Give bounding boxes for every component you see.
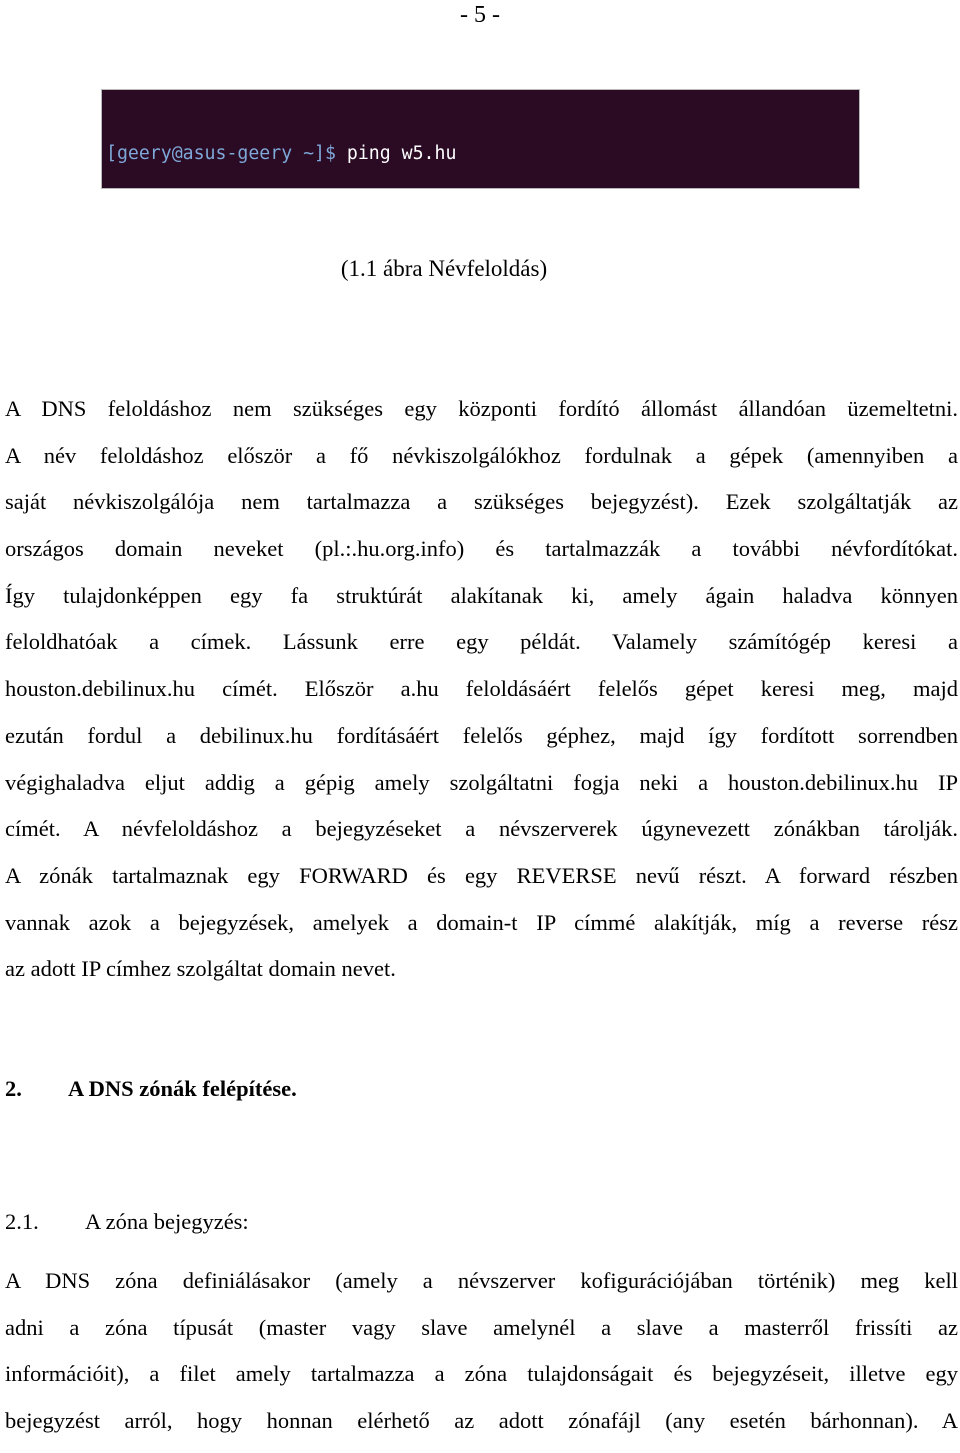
figure-caption: (1.1 ábra Névfeloldás) bbox=[340, 256, 548, 281]
paragraph-line: bejegyzést arról, hogy honnan elérhető az adott zónafájl (any esetén bárhonnan). A bbox=[5, 1408, 958, 1434]
section-heading bbox=[5, 1074, 297, 1104]
terminal-output-line: 64 bytes from w5.hu (94.125.248.21): icmp_req=2 ttl=56 time=12.6 ms bbox=[106, 359, 840, 380]
body-paragraph-2 bbox=[5, 1266, 958, 1453]
paragraph-line: adni a zóna típusát (master vagy slave amelynél a slave a masterről frissíti az bbox=[5, 1314, 958, 1340]
paragraph-line: A zónák tartalmaznak egy FORWARD és egy REVERSE nevű részt. A forward részben bbox=[5, 862, 958, 888]
paragraph-line: információit), a filet amely tartalmazza a zóna tulajdonságait és bejegyzéseit, illetve egy bbox=[5, 1361, 958, 1387]
subsection-title: A zóna bejegyzés: bbox=[85, 1209, 249, 1234]
paragraph-line: houston.debilinux.hu címét. Először a.hu feloldásáért felelős gépet keresi meg, majd bbox=[5, 676, 958, 702]
body-paragraph-1 bbox=[5, 394, 958, 1001]
subsection-number: 2.1. bbox=[5, 1209, 39, 1234]
terminal-command: ping w5.hu bbox=[335, 143, 457, 164]
paragraph-line: saját névkiszolgálója nem tartalmazza a szükséges bejegyzést). Ezek szolgáltatják az bbox=[5, 489, 958, 515]
section-number: 2. bbox=[5, 1076, 22, 1101]
paragraph-line: Így tulajdonképpen egy fa struktúrát alakítanak ki, amely ágain haladva könnyen bbox=[5, 582, 958, 608]
paragraph-line: az adott IP címhez szolgáltat domain nevet. bbox=[5, 956, 396, 982]
paragraph-line: feloldhatóak a címek. Lássunk erre egy példát. Valamely számítógép keresi a bbox=[5, 629, 958, 655]
paragraph-line: vannak azok a bejegyzések, amelyek a domain-t IP címmé alakítják, míg a reverse rész bbox=[5, 909, 958, 935]
terminal-output-line: 64 bytes from w5.hu (94.125.248.21): icmp_req=1 ttl=56 time=11.8 ms bbox=[106, 287, 840, 308]
paragraph-line: A DNS feloldáshoz nem szükséges egy központi fordító állomást állandóan üzemeltetni. bbox=[5, 396, 958, 421]
paragraph-line: A név feloldáshoz először a fő névkiszolgálókhoz fordulnak a gépek (amennyiben a bbox=[5, 442, 958, 468]
paragraph-line: ezután fordul a debilinux.hu fordításáért felelős géphez, majd így fordított sorrendben bbox=[5, 722, 958, 748]
terminal-command-line bbox=[106, 142, 859, 166]
paragraph-line: címét. A névfeloldáshoz a bejegyzéseket a névszerverek úgynevezett zónákban tárolják. bbox=[5, 816, 958, 842]
subsection-heading bbox=[5, 1207, 249, 1237]
page-number: - 5 - bbox=[460, 2, 500, 28]
section-title: A DNS zónák felépítése. bbox=[68, 1076, 297, 1101]
paragraph-line: végighaladva eljut addig a gépig amely szolgáltatni fogja neki a houston.debilinux.hu IP bbox=[5, 769, 958, 795]
paragraph-line: országos domain neveket (pl.:.hu.org.info) és tartalmazzák a további névfordítókat. bbox=[5, 536, 958, 562]
paragraph-line: A DNS zóna definiálásakor (amely a névszerver kofigurációjában történik) meg kell bbox=[5, 1268, 958, 1293]
terminal-output-line: PING w5.hu (94.125.248.21) 56(84) bytes of data. bbox=[106, 215, 632, 236]
terminal-prompt: [geery@asus-geery ~]$ bbox=[106, 143, 336, 164]
